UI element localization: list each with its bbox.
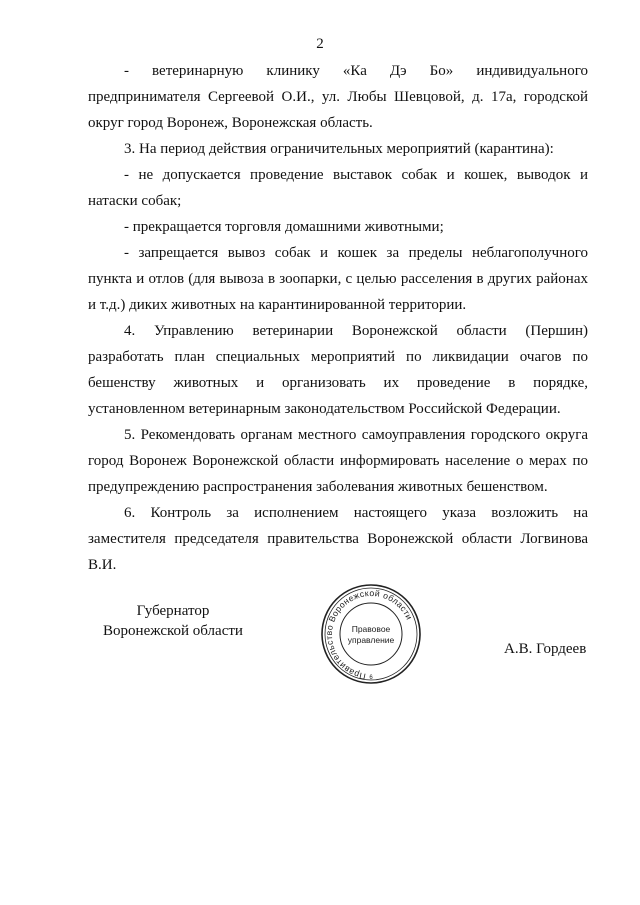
- paragraph-item-3: 3. На период действия ограничительных мероприятий (карантина):: [124, 141, 554, 157]
- paragraph-exhibitions: - не допускается проведение выставок собак и кошек, выводок и натаски собак;: [88, 167, 588, 209]
- stamp-center-line2: управление: [347, 635, 395, 645]
- paragraph-clinic: - ветеринарную клинику «Ка Дэ Бо» индивидуального предпринимателя Сергеевой О.И., ул. Любы Шевцовой, д. 17а, городской округ город Воронеж, Воронежская область.: [88, 63, 588, 131]
- paragraph-trade: - прекращается торговля домашними животными;: [124, 219, 444, 235]
- document-body: [88, 58, 588, 578]
- signatory-name: А.В. Гордеев: [504, 641, 587, 657]
- signatory-title-line2: Воронежской области: [103, 623, 243, 639]
- paragraph-item-5: 5. Рекомендовать органам местного самоуправления городского округа город Воронеж Воронежской области информировать население о мерах по предупреждению распространения заболевания животных бешенством.: [88, 427, 588, 495]
- paragraph-item-4: 4. Управлению ветеринарии Воронежской области (Першин) разработать план специальных мероприятий по ликвидации очагов по бешенству животных и организовать их проведение в порядке, установленном ветеринарным законодательством Российской Федерации.: [88, 323, 588, 417]
- paragraph-export: - запрещается вывоз собак и кошек за пределы неблагополучного пункта и отлов (для вывоза в зоопарки, с целью расселения в других районах и т.д.) диких животных на карантинированной территории.: [88, 245, 588, 313]
- paragraph-item-6: 6. Контроль за исполнением настоящего указа возложить на заместителя председателя правительства Воронежской области Логвинова В.И.: [88, 505, 588, 573]
- stamp-seal: [318, 582, 424, 686]
- stamp-ring-text: Правительство Воронежской области: [323, 587, 415, 682]
- stamp-center-line1: Правовое: [351, 624, 391, 634]
- signatory-title-line1: Губернатор: [136, 603, 210, 619]
- signatory-title: [88, 601, 258, 641]
- stamp-bottom-mark: 6: [369, 675, 373, 681]
- page-number: 2: [316, 36, 324, 52]
- official-stamp: [318, 582, 424, 686]
